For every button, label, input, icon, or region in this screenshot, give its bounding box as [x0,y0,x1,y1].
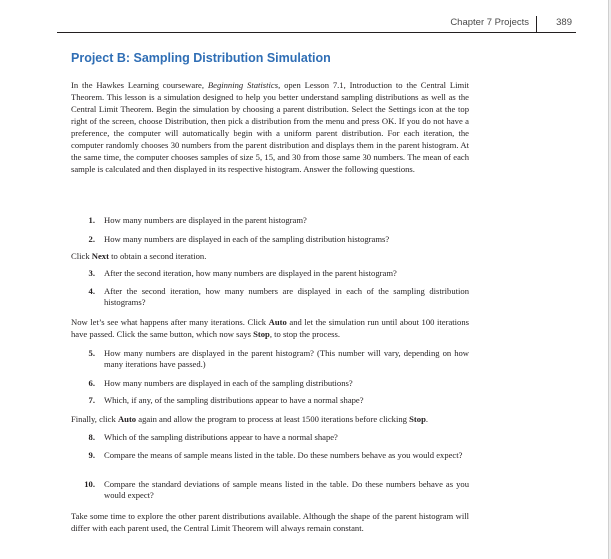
question-number: 3. [88,268,95,278]
question-text: After the second iteration, how many numbers are displayed in the parent histogram? [104,268,397,278]
question-text: How many numbers are displayed in each of the sampling distribution histograms? [104,234,390,244]
header-rule [57,32,576,33]
paragraph-text: and let the simulation run until about 100 iterations have passed. Click the same button, which now says [71,317,469,339]
project-title: Project B: Sampling Distribution Simulation [71,51,331,65]
question-text: Compare the standard deviations of sample means listed in the table. Do these numbers behave as you would expect? [104,479,469,500]
question-7 [71,395,469,406]
question-text: How many numbers are displayed in the parent histogram? [104,215,307,225]
next-keyword: Next [91,251,109,261]
question-text: Which, if any, of the sampling distributions appear to have a normal shape? [104,395,364,405]
question-text: Compare the means of sample means listed in the table. Do these numbers behave as you would expect? [104,450,463,460]
chapter-label: Chapter 7 Projects [450,17,529,28]
running-header [57,17,576,31]
instruction-text: . [425,414,428,424]
auto-keyword: Auto [117,414,137,424]
question-number: 8. [88,432,95,442]
question-4 [71,286,469,308]
question-number: 4. [88,286,95,296]
closing-paragraph: Take some time to explore the other parent distributions available. Although the shape of the parent histogram will differ with each parent used, the Central Limit Theorem will always remain constant. [71,511,469,533]
question-10 [71,479,469,501]
question-1 [71,215,469,226]
header-divider [536,16,537,32]
click-next-instruction [71,250,469,262]
book-title: Beginning Statistics [207,80,279,90]
page-number: 389 [556,17,572,28]
auto-paragraph [71,316,469,340]
question-number: 5. [88,348,95,358]
question-text: After the second iteration, how many numbers are displayed in each of the sampling distribution histograms? [104,286,469,307]
finally-instruction [71,413,469,425]
intro-paragraph [71,79,469,175]
question-number: 2. [88,234,95,244]
question-6 [71,378,469,389]
instruction-text: Finally, click [71,414,118,424]
question-number: 7. [88,395,95,405]
instruction-text: Click [71,251,92,261]
stop-keyword: Stop [253,329,270,339]
question-text: Which of the sampling distributions appear to have a normal shape? [104,432,338,442]
question-number: 10. [84,479,95,489]
question-text: How many numbers are displayed in each of the sampling distributions? [104,378,353,388]
question-number: 6. [88,378,95,388]
question-2 [71,234,469,245]
question-number: 1. [88,215,95,225]
question-text: How many numbers are displayed in the parent histogram? (This number will vary, depending on how many iterations have passed.) [104,348,469,369]
question-5 [71,348,469,370]
question-number: 9. [88,450,95,460]
intro-text-1: In the Hawkes Learning courseware, [71,80,208,90]
stop-keyword: Stop [409,414,426,424]
paragraph-text: Now let’s see what happens after many iterations. Click [71,317,269,327]
paragraph-text: , to stop the process. [269,329,341,339]
instruction-text: again and allow the program to process at least 1500 iterations before clicking [136,414,410,424]
question-3 [71,268,469,279]
instruction-text: to obtain a second iteration. [108,251,207,261]
auto-keyword: Auto [268,317,287,327]
question-9 [71,450,469,461]
question-8 [71,432,469,443]
intro-text-2: , open Lesson 7.1, Introduction to the Central Limit Theorem. This lesson is a simulation designed to help you better understand sampling distributions as well as the Central Limit Theorem. Begin the simulation by choosing a parent distribution. Select the Settings icon at the top right of the screen, choose Distribution, then pick a distribution from the menu and press OK. If you do not have a preference, the computer will automatically begin with a uniform parent distribution. For each iteration, the computer randomly chooses 30 numbers from the parent distribution and displays them in the parent histogram. At the same time, the computer chooses samples of size 5, 15, and 30 from those same 30 numbers. The mean of each sample is calculated and then displayed in its respective histogram. Answer the following questions. [71,80,470,174]
